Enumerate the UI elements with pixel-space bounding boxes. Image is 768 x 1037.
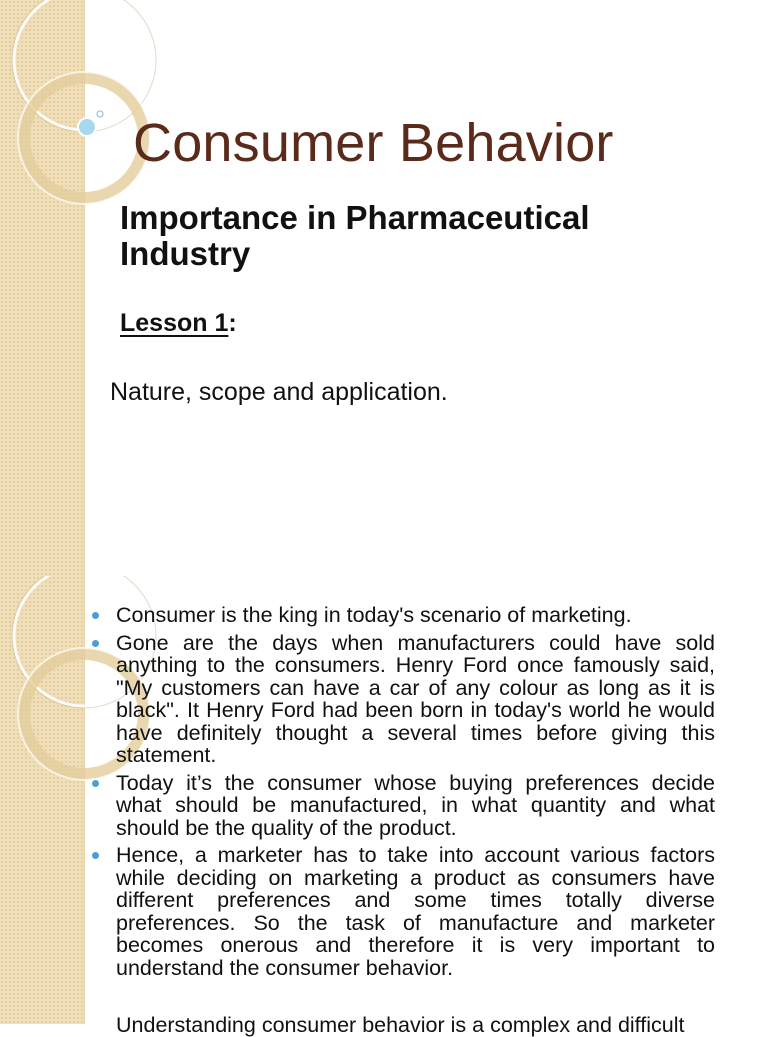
bullet-item xyxy=(92,772,715,840)
bullet-text: Today it’s the consumer whose buying preferences decide what should be manufactured, in what quantity and what should be the quality of the product. xyxy=(116,770,715,840)
lesson-label: Lesson 1 xyxy=(120,309,229,337)
slide-title: Consumer Behavior xyxy=(133,113,614,173)
lesson-colon: : xyxy=(228,309,237,337)
decorative-side-strip xyxy=(0,0,85,576)
bullet-text: Hence, a marketer has to take into account various factors while deciding on marketing a product as consumers have different preferences and some times totally diverse preferences. So the task of manufacture and marketer becomes onerous and therefore it is very important to understand the consumer behavior. xyxy=(116,843,715,980)
bullet-dot-icon xyxy=(92,612,99,619)
bullet-list xyxy=(92,604,715,984)
slide-subtitle: Importance in Pharmaceutical Industry xyxy=(120,199,590,272)
bullet-item xyxy=(92,632,715,767)
bullet-dot-icon xyxy=(92,640,99,647)
bullet-item xyxy=(92,844,715,979)
bullet-item xyxy=(92,604,715,627)
lesson-topic: Nature, scope and application. xyxy=(110,378,448,406)
bullet-text: Gone are the days when manufacturers could have sold anything to the consumers. Henry Ford once famously said, "My customers can have a car of any colour as long as it is black". It Henry Ford had been born in today's world he would have definitely thought a several times before giving this statement. xyxy=(116,630,715,767)
decorative-side-strip xyxy=(0,576,85,1024)
bullet-dot-icon xyxy=(92,780,99,787)
lesson-heading xyxy=(120,309,237,338)
cut-off-text: Understanding consumer behavior is a complex and difficult xyxy=(116,1013,685,1037)
bullet-text: Consumer is the king in today's scenario of marketing. xyxy=(116,603,632,627)
bullet-dot-icon xyxy=(92,852,99,859)
